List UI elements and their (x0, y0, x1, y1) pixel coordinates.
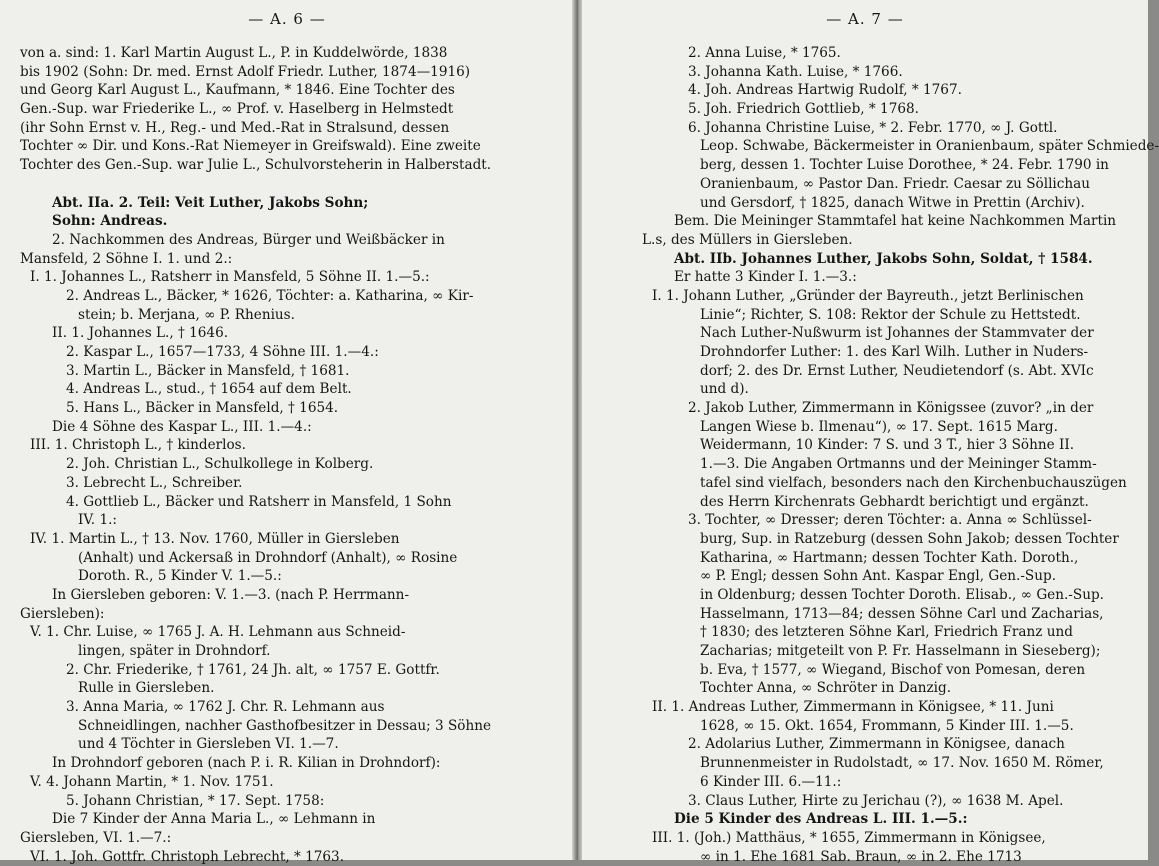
text-line: Abt. IIa. 2. Teil: Veit Luther, Jakobs Sohn; (52, 194, 369, 211)
text-line: ∞ in 1. Ehe 1681 Sab. Braun, ∞ in 2. Ehe 1713 (700, 848, 1022, 865)
text-line: III. 1. (Joh.) Matthäus, * 1655, Zimmermann in Königsee, (652, 829, 1046, 846)
page-header-left: — A. 6 — (248, 10, 326, 28)
text-line (20, 175, 500, 194)
text-line: Abt. IIb. Johannes Luther, Jakobs Sohn, Soldat, † 1584. (674, 250, 1093, 267)
text-line: † 1830; des letzteren Söhne Karl, Friedrich Franz und (700, 624, 1073, 641)
text-line: Tochter ∞ Dir. und Kons.-Rat Niemeyer in Greifswald). Eine zweite (20, 138, 481, 155)
text-line: bis 1902 (Sohn: Dr. med. Ernst Adolf Friedr. Luther, 1874—1916) (20, 63, 471, 80)
text-line: 2. Joh. Christian L., Schulkollege in Kolberg. (66, 456, 374, 473)
text-line: Giersleben, VI. 1.—7.: (20, 829, 172, 846)
text-line: burg, Sup. in Ratzeburg (dessen Sohn Jakob; dessen Tochter (700, 530, 1119, 547)
text-line: I. 1. Johannes L., Ratsherr in Mansfeld, 5 Söhne II. 1.—5.: (30, 269, 430, 286)
text-line: 5. Johann Christian, * 17. Sept. 1758: (66, 792, 325, 809)
text-line: Schneidlingen, nachher Gasthofbesitzer in Dessau; 3 Söhne (78, 717, 492, 734)
text-line: 4. Andreas L., stud., † 1654 auf dem Belt. (66, 381, 352, 398)
text-line: Tochter Anna, ∞ Schröter in Danzig. (700, 680, 952, 697)
text-line: II. 1. Andreas Luther, Zimmermann in Königsee, * 11. Juni (652, 699, 1054, 716)
text-line: von a. sind: 1. Karl Martin August L., P. in Kuddelwörde, 1838 (20, 45, 448, 61)
text-line: des Herrn Kirchenrats Gebhardt berichtigt und ergänzt. (700, 493, 1089, 510)
text-line: IV. 1. Martin L., † 13. Nov. 1760, Müller in Giersleben (30, 530, 400, 547)
text-line: L.s, des Müllers in Giersleben. (642, 231, 853, 248)
text-line: In Giersleben geboren: V. 1.—3. (nach P. Herrmann- (52, 586, 410, 603)
text-line: Die 5 Kinder des Andreas L. III. 1.—5.: (674, 811, 968, 828)
text-line: 1628, ∞ 15. Okt. 1654, Frommann, 5 Kinder III. 1.—5. (700, 717, 1074, 734)
text-line: Leop. Schwabe, Bäckermeister in Oranienbaum, später Schmiede- (700, 138, 1159, 155)
text-line: Nach Luther-Nußwurm ist Johannes der Stammvater der (700, 325, 1094, 342)
text-line: 2. Andreas L., Bäcker, * 1626, Töchter: a. Katharina, ∞ Kir- (66, 287, 474, 304)
text-line: in Oldenburg; dessen Tochter Doroth. Elisab., ∞ Gen.-Sup. (700, 586, 1104, 603)
text-line: ∞ P. Engl; dessen Sohn Ant. Kaspar Engl, Gen.-Sup. (700, 568, 1057, 585)
text-line: Mansfeld, 2 Söhne I. 1. und 2.: (20, 250, 233, 267)
text-line: 3. Martin L., Bäcker in Mansfeld, † 1681. (66, 362, 350, 379)
text-line: Die 7 Kinder der Anna Maria L., ∞ Lehmann in (52, 811, 376, 828)
text-line: Giersleben): (20, 605, 105, 622)
text-line: 4. Gottlieb L., Bäcker und Ratsherr in Mansfeld, 1 Sohn (66, 493, 452, 510)
text-line: 2. Anna Luise, * 1765. (688, 45, 841, 61)
text-line: berg, dessen 1. Tochter Luise Dorothee, * 24. Febr. 1790 in (700, 157, 1109, 174)
page-header-right: — A. 7 — (826, 10, 904, 28)
text-line: 3. Tochter, ∞ Dresser; deren Töchter: a. Anna ∞ Schlüssel- (688, 512, 1092, 529)
text-line: V. 4. Johann Martin, * 1. Nov. 1751. (30, 773, 274, 790)
text-line: Er hatte 3 Kinder I. 1.—3.: (674, 269, 857, 286)
text-line: Zacharias; mitgeteilt von P. Fr. Hasselmann in Sieseberg); (700, 643, 1101, 659)
text-line: Brunnenmeister in Rudolstadt, ∞ 17. Nov. 1650 M. Römer, (700, 755, 1104, 772)
text-line: lingen, später in Drohndorf. (78, 643, 271, 659)
text-line: 2. Adolarius Luther, Zimmermann in Königsee, danach (688, 736, 1065, 753)
text-line: und Gersdorf, † 1825, danach Witwe in Prettin (Archiv). (700, 194, 1085, 211)
text-line: Hasselmann, 1713—84; dessen Söhne Carl und Zacharias, (700, 605, 1104, 622)
text-line: 6 Kinder III. 6.—11.: (700, 773, 842, 790)
text-line: Die 4 Söhne des Kaspar L., III. 1.—4.: (52, 418, 312, 435)
text-line: Oranienbaum, ∞ Pastor Dan. Friedr. Caesar zu Söllichau (700, 175, 1090, 192)
text-line: (ihr Sohn Ernst v. H., Reg.- und Med.-Rat in Stralsund, dessen (20, 119, 450, 136)
text-line: 3. Johanna Kath. Luise, * 1766. (688, 63, 903, 80)
text-line: und 4 Töchter in Giersleben VI. 1.—7. (78, 736, 339, 753)
text-line: Sohn: Andreas. (52, 213, 168, 230)
right-page (582, 0, 1159, 865)
text-line: 6. Johanna Christine Luise, * 2. Febr. 1770, ∞ J. Gottl. (688, 119, 1058, 136)
text-line: und d). (700, 381, 749, 398)
text-line: 4. Joh. Andreas Hartwig Rudolf, * 1767. (688, 82, 962, 99)
text-line: 2. Chr. Friederike, † 1761, 24 Jh. alt, ∞ 1757 E. Gottfr. (66, 661, 440, 678)
text-line: Tochter des Gen.-Sup. war Julie L., Schulvorsteherin in Halberstadt. (20, 157, 492, 174)
text-line: Rulle in Giersleben. (78, 680, 215, 697)
left-page-text (20, 44, 500, 866)
left-page (0, 0, 574, 865)
text-line: Gen.-Sup. war Friederike L., ∞ Prof. v. Haselberg in Helmstedt (20, 101, 454, 118)
text-line: VI. 1. Joh. Gottfr. Christoph Lebrecht, * 1763. (30, 848, 345, 865)
text-line: Linie“; Richter, S. 108: Rektor der Schule zu Hettstedt. (700, 306, 1081, 323)
text-line: Langen Wiese b. Ilmenau“), ∞ 17. Sept. 1615 Marg. (700, 418, 1058, 435)
text-line: V. 1. Chr. Luise, ∞ 1765 J. A. H. Lehmann aus Schneid- (30, 624, 406, 641)
text-line: II. 1. Johannes L., † 1646. (52, 325, 229, 342)
text-line: Bem. Die Meininger Stammtafel hat keine Nachkommen Martin (674, 213, 1117, 230)
text-line: Katharina, ∞ Hartmann; dessen Tochter Kath. Doroth., (700, 549, 1079, 566)
text-line: 3. Anna Maria, ∞ 1762 J. Chr. R. Lehmann aus (66, 699, 385, 716)
text-line: I. 1. Johann Luther, „Gründer der Bayreuth., jetzt Berlinischen (652, 287, 1084, 304)
text-line: 2. Nachkommen des Andreas, Bürger und Weißbäcker in (52, 231, 445, 248)
text-line: stein; b. Merjana, ∞ P. Rhenius. (78, 306, 295, 323)
text-line: 1.—3. Die Angaben Ortmanns und der Meininger Stamm- (700, 456, 1097, 473)
text-line: tafel sind vielfach, besonders nach den Kirchenbuchauszügen (700, 474, 1127, 491)
text-line: Weidermann, 10 Kinder: 7 S. und 3 T., hier 3 Söhne II. (700, 437, 1075, 454)
text-line: 5. Joh. Friedrich Gottlieb, * 1768. (688, 101, 919, 118)
text-line: IV. 1.: (78, 512, 118, 529)
text-line: Doroth. R., 5 Kinder V. 1.—5.: (78, 568, 282, 585)
text-line: und Georg Karl August L., Kaufmann, * 1846. Eine Tochter des (20, 82, 455, 99)
text-line: (Anhalt) und Ackersaß in Drohndorf (Anhalt), ∞ Rosine (78, 549, 458, 566)
right-page-text (642, 44, 1159, 866)
text-line: b. Eva, † 1577, ∞ Wiegand, Bischof von Pomesan, deren (700, 661, 1086, 678)
text-line: 2. Jakob Luther, Zimmermann in Königssee (zuvor? „in der (688, 400, 1094, 417)
text-line: 2. Kaspar L., 1657—1733, 4 Söhne III. 1.—4.: (66, 344, 379, 360)
text-line: Drohndorfer Luther: 1. des Karl Wilh. Luther in Nuders- (700, 344, 1089, 360)
text-line: 5. Hans L., Bäcker in Mansfeld, † 1654. (66, 400, 339, 417)
text-line: 3. Lebrecht L., Schreiber. (66, 474, 243, 491)
text-line: III. 1. Christoph L., † kinderlos. (30, 437, 246, 454)
text-line: dorf; 2. des Dr. Ernst Luther, Neudietendorf (s. Abt. XVIc (700, 362, 1094, 379)
text-line: 3. Claus Luther, Hirte zu Jerichau (?), ∞ 1638 M. Apel. (688, 792, 1064, 809)
text-line: In Drohndorf geboren (nach P. i. R. Kilian in Drohndorf): (52, 755, 441, 772)
